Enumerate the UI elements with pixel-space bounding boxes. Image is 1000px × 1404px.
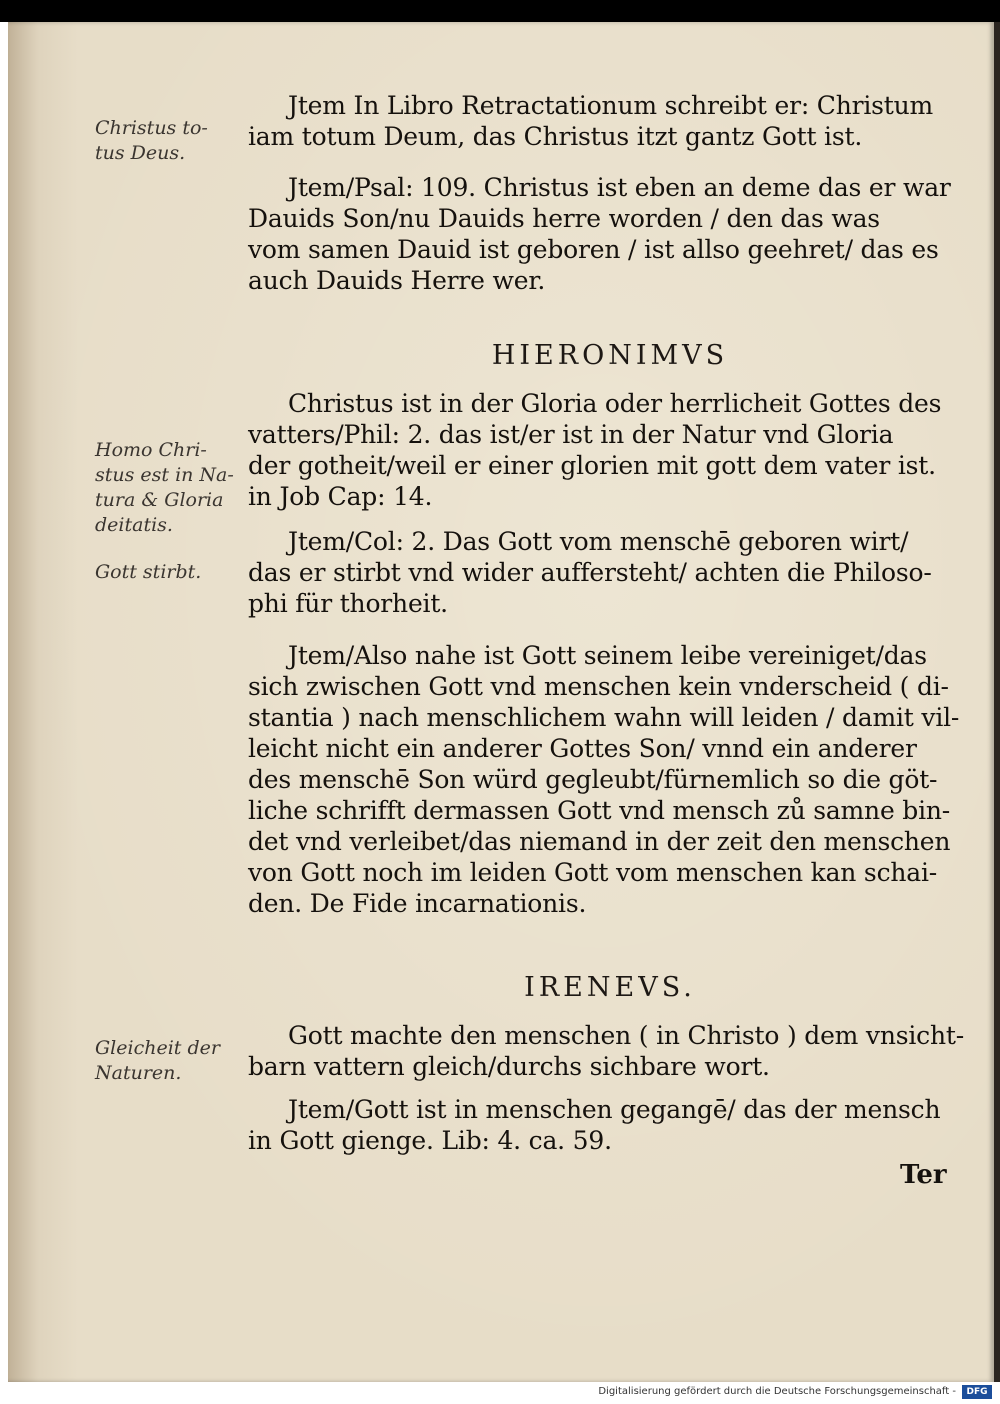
- section-heading-ireneus: IRENEVS.: [524, 972, 696, 1003]
- text-line: den. De Fide incarnationis.: [248, 889, 587, 918]
- text-line: barn vattern gleich/durchs sichbare wort.: [248, 1052, 770, 1081]
- text-line: das er stirbt vnd wider auffersteht/ achten die Philoso-: [248, 558, 932, 587]
- text-line: auch Dauids Herre wer.: [248, 266, 546, 295]
- text-line: von Gott noch im leiden Gott vom menschen kan schai-: [248, 858, 938, 887]
- text-line: stantia ) nach menschlichem wahn will leiden / damit vil-: [248, 703, 960, 732]
- text-line: des menschē Son würd gegleubt/fürnemlich so die göt-: [248, 765, 938, 794]
- section-heading-hieronimus: HIERONIMVS: [491, 340, 729, 371]
- margin-note-gleicheit: Gleicheit der Naturen.: [95, 1037, 220, 1084]
- text-line: sich zwischen Gott vnd menschen kein vnderscheid ( di-: [248, 672, 949, 701]
- text-line: phi für thorheit.: [248, 589, 448, 618]
- text-line: vatters/Phil: 2. das ist/er ist in der Natur vnd Gloria: [248, 420, 894, 449]
- text-line: der gotheit/weil er einer glorien mit gott dem vater ist.: [248, 451, 936, 480]
- text-line: Dauids Son/nu Dauids herre worden / den das was: [248, 204, 880, 233]
- paragraph-psalm-109: [248, 172, 972, 296]
- paragraph-gott-in-menschen: [248, 1094, 972, 1156]
- margin-note-christus-totus: Christus to- tus Deus.: [95, 117, 208, 164]
- text-line: in Job Cap: 14.: [248, 482, 433, 511]
- margin-note-homo-christus: Homo Chri- stus est in Na- tura & Gloria deitatis.: [95, 439, 234, 536]
- page-edge-shadow: [994, 22, 1000, 1382]
- paragraph-col-2: [248, 526, 972, 619]
- text-line: det vnd verleibet/das niemand in der zeit den menschen: [248, 827, 951, 856]
- paragraph-hieronimus: [248, 388, 972, 512]
- footer-credit-text: Digitalisierung gefördert durch die Deutsche Forschungsgemeinschaft -: [598, 1386, 956, 1397]
- text-line: Gott machte den menschen ( in Christo ) dem vnsicht-: [288, 1021, 964, 1050]
- digitization-footer: [0, 1382, 1000, 1404]
- text-line: Jtem/Gott ist in menschen gegangē/ das der mensch: [288, 1095, 941, 1124]
- text-line: leicht nicht ein anderer Gottes Son/ vnnd ein anderer: [248, 734, 917, 763]
- text-line: Jtem/Also nahe ist Gott seinem leibe vereiniget/das: [288, 641, 927, 670]
- paragraph-also-nahe: [248, 640, 972, 919]
- text-line: Christus ist in der Gloria oder herrlicheit Gottes des: [288, 389, 942, 418]
- text-line: Jtem/Col: 2. Das Gott vom menschē geboren wirt/: [288, 527, 909, 556]
- paragraph-ireneus: [248, 1020, 972, 1082]
- text-line: liche schrifft dermassen Gott vnd mensch zů samne bin-: [248, 796, 951, 825]
- text-line: Jtem In Libro Retractationum schreibt er: Christum: [288, 91, 934, 120]
- scan-border-top: [0, 0, 1000, 22]
- text-line: iam totum Deum, das Christus itzt gantz Gott ist.: [248, 122, 863, 151]
- dfg-logo: DFG: [962, 1385, 992, 1399]
- catchword: Ter: [900, 1160, 947, 1190]
- text-line: vom samen Dauid ist geboren / ist allso geehret/ das es: [248, 235, 939, 264]
- text-line: in Gott gienge. Lib: 4. ca. 59.: [248, 1126, 612, 1155]
- margin-note-gott-stirbt: Gott stirbt.: [95, 561, 202, 583]
- paragraph-retractationum: [248, 90, 972, 152]
- text-line: Jtem/Psal: 109. Christus ist eben an deme das er war: [288, 173, 951, 202]
